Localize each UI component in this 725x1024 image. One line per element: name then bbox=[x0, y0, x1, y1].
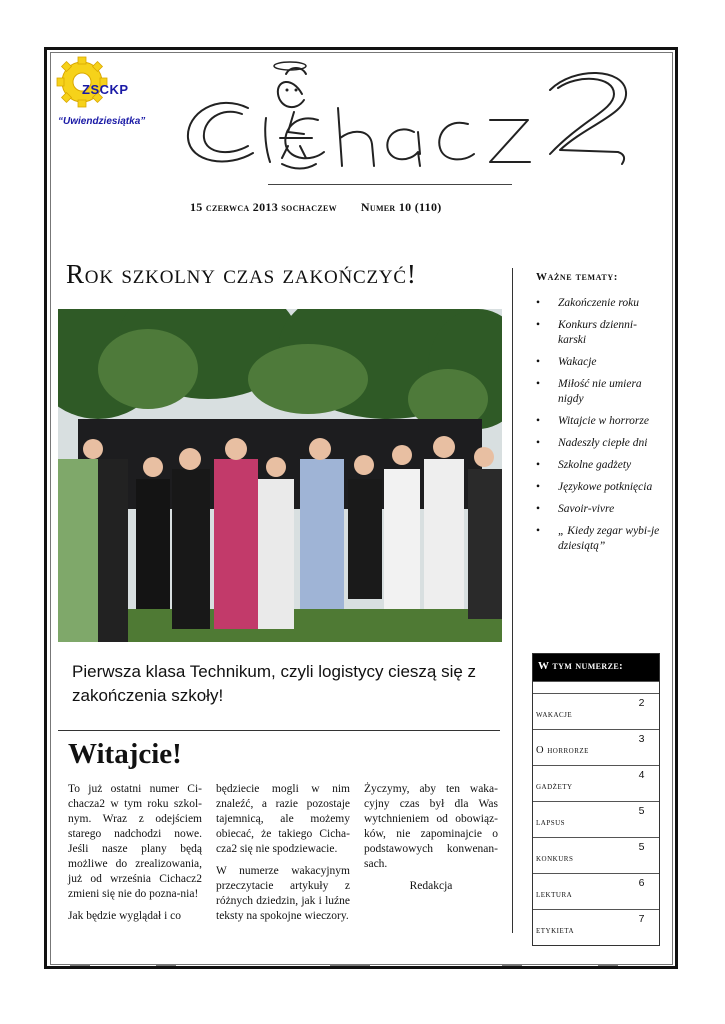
issue-line bbox=[190, 200, 442, 215]
main-headline: Rok szkolny czas zakończyć! bbox=[66, 259, 417, 289]
article-paragraph: To już ostatni numer Ci-chacza2 w tym roku szkol-nym. Wraz z odejściem starego nadchodzi nowe. Jeśli nasze plany będą możliwe do zrealizowania, już od września Cichacz2 zmieni się nie do pozna-nia! bbox=[68, 783, 202, 900]
topic-item: • Szkolne gadżety bbox=[536, 458, 664, 473]
logo-tagline: “Uwiendziesiątka” bbox=[58, 116, 146, 127]
toc-row[interactable] bbox=[533, 729, 659, 765]
toc-label: O horrorze bbox=[536, 745, 589, 756]
signature: Redakcja bbox=[409, 880, 453, 892]
toc-label: lektura bbox=[536, 889, 573, 900]
toc-title: W tym numerze: bbox=[533, 654, 659, 681]
masthead-logo bbox=[178, 58, 633, 188]
masthead-rule bbox=[268, 184, 512, 185]
toc-row[interactable] bbox=[533, 693, 659, 729]
toc-row[interactable] bbox=[533, 909, 659, 945]
article-paragraph: Życzymy, aby ten waka-cyjny czas był dla Was wytchnieniem od obowiąz-ków, nie zapominajcie o podstawowych konwenan-sach. bbox=[364, 783, 498, 870]
topic-item: • Nadeszły ciepłe dni bbox=[536, 436, 664, 451]
toc-spacer bbox=[533, 681, 659, 693]
topic-item: • Witajcie w horrorze bbox=[536, 414, 664, 429]
table-of-contents bbox=[532, 653, 660, 946]
toc-page: 4 bbox=[638, 769, 645, 781]
article-paragraph: Jak będzie wyglądał i co bbox=[68, 910, 182, 922]
toc-label: konkurs bbox=[536, 853, 574, 864]
welcome-title: Witajcie! bbox=[68, 738, 182, 770]
footer-dash bbox=[330, 965, 370, 966]
footer-dash bbox=[502, 965, 522, 966]
toc-row[interactable] bbox=[533, 801, 659, 837]
toc-page: 5 bbox=[638, 841, 645, 853]
toc-page: 2 bbox=[638, 697, 645, 709]
toc-row[interactable] bbox=[533, 765, 659, 801]
article-paragraph: W numerze wakacyjnym przeczytacie artykuły z różnych dziedzin, jak i luźne teksty na spokojne wieczory. bbox=[216, 865, 350, 922]
logo-name: ZSCKP bbox=[82, 82, 129, 97]
toc-page: 7 bbox=[638, 913, 645, 925]
topic-item: • Zakończenie roku bbox=[536, 296, 664, 311]
important-topics-list bbox=[536, 296, 664, 561]
article-column-2 bbox=[216, 782, 350, 931]
toc-page: 5 bbox=[638, 805, 645, 817]
article-paragraph: będziecie mogli w nim znaleźć, a razie pozostaje tajemnicą, ale możemy obiecać, że takiego Cicha-cza2 się nie spodziewacie. bbox=[216, 783, 350, 855]
footer-dash bbox=[598, 965, 618, 966]
article-column-1 bbox=[68, 782, 202, 931]
topic-item: • Konkurs dzienni-karski bbox=[536, 318, 664, 348]
toc-label: etykieta bbox=[536, 925, 575, 936]
topic-item: • Językowe potknięcia bbox=[536, 480, 664, 495]
toc-row[interactable] bbox=[533, 837, 659, 873]
column-divider bbox=[512, 268, 513, 933]
article-column-3 bbox=[364, 782, 498, 901]
issue-number: Numer 10 (110) bbox=[360, 200, 442, 214]
topic-item: • Savoir-vivre bbox=[536, 502, 664, 517]
toc-label: gadżety bbox=[536, 781, 573, 792]
photo-caption: Pierwsza klasa Technikum, czyli logistycy cieszą się z zakończenia szkoły! bbox=[72, 662, 477, 705]
school-logo bbox=[56, 56, 168, 142]
topic-item: • „ Kiedy zegar wybi-je dziesiątą” bbox=[536, 524, 664, 554]
toc-label: wakacje bbox=[536, 709, 573, 720]
caption-rule bbox=[58, 730, 500, 731]
graduation-photo bbox=[58, 309, 502, 642]
footer-dash bbox=[156, 965, 176, 966]
toc-page: 3 bbox=[638, 733, 645, 745]
toc-row[interactable] bbox=[533, 873, 659, 909]
topic-item: • Miłość nie umiera nigdy bbox=[536, 377, 664, 407]
toc-label: lapsus bbox=[536, 817, 566, 828]
toc-page: 6 bbox=[638, 877, 645, 889]
sidebar-title: Ważne tematy: bbox=[536, 271, 618, 283]
topic-item: • Wakacje bbox=[536, 355, 664, 370]
footer-dash bbox=[70, 965, 90, 966]
issue-date-place: 15 czerwca 2013 sochaczew bbox=[190, 200, 337, 214]
